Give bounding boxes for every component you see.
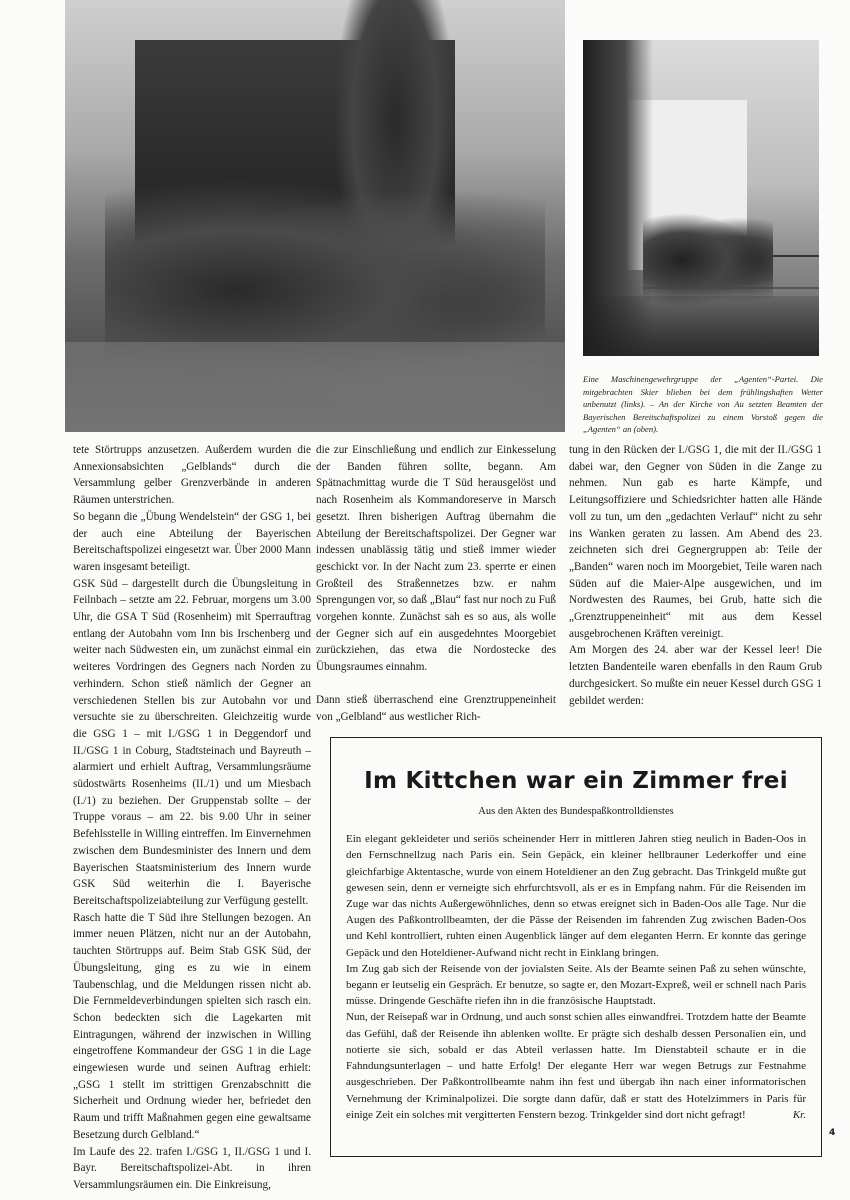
paragraph: Am Morgen des 24. aber war der Kessel leer! Die letzten Bandenteile waren ebenfalls in den Raum Grub durchgesickert. So mußte ein neuer Kessel durch GSG 1 gebildet werden: [569, 644, 822, 707]
shadow-shape [583, 296, 819, 356]
paragraph: GSK Süd – dargestellt durch die Übungsleitung in Feilnbach – setzte am 22. Februar, morgens um 3.00 Uhr, die GSA T Süd (Rosenheim) mit Sperrauftrag entlang der Autobahn vom Inn bis Irschenberg und weiter nach Südwesten ein, um zunächst einmal ein weiteres Vordringen des Gegners nach Norden zu verhindern. Schon stieß nämlich der Gegner an verschiedenen Stellen bis zur Autobahn vor und versuchte sie zu überschreiten. Gleichzeitig wurde die GSG 1 – mit I./GSG 1 in Deggendorf und II./GSG 1 in Coburg, Stadtsteinach und Bayreuth – alarmiert und erhielt Auftrag, Versammlungsräume südostwärts Rosenheims (II./1) und um Miesbach (I./1) zu beziehen. Der Gruppenstab sollte – der Truppe voraus – am 22. bis 9.00 Uhr in seiner Befehlsstelle in Willing eintreffen. Im Einvernehmen zwischen dem Bundesminister des Innern und dem Bayerischen Staatsministerium des Innern wurde GSK Süd weiterhin die I. Bayerische Bereitschaftspolizeiabteilung zur Verfügung gestellt. [73, 577, 311, 907]
paragraph: Rasch hatte die T Süd ihre Stellungen bezogen. An immer neuen Plätzen, nicht nur an der Autobahn, tauchten Störtrupps auf. Beim Stab GSK Süd, der Übungsleitung, ging es zu wie in einem Taubenschlag, und die Meldungen rissen nicht ab. Die Fernmeldeverbindungen spielten sich rasch ein. Schon bedeckten sich die Lagekarten mit Eintragungen, während der inzwischen in Willing eingetroffene Kommandeur der GSG 1 in die Lage eingewiesen wurde und seinen Auftrag erhielt: „GSG 1 stellt im strittigen Grenzabschnitt die Sicherheit und Ordnung wieder her, befriedet den Raum und trifft Maßnahmen gegen eine gewaltsame Besetzung durch Gelbland.“ [73, 911, 311, 1141]
text-column-1 [73, 442, 311, 1194]
text-columns-2-3 [316, 442, 822, 725]
paragraph: Ein elegant gekleideter und seriös scheinender Herr in mittleren Jahren stieg neulich in Baden-Oos in den Fernschnellzug nach Paris ein. Sein Gepäck, ein kleiner hellbrauner Lederkoffer und eine gleichfarbige Aktentasche, wurde von einem Hoteldiener an den Zug gebracht. Das Trinkgeld mußte gut gewesen sein, denn er verneigte sich ehrfurchtsvoll, als er es in Empfang nahm. Für die Reisenden im Zuge war das nichts Außergewöhnliches, denn so etwas ereignet sich in Baden-Oos alle Tage. Nur die Augen des Paßkontrollbeamten, der die Pässe der Reisenden im fahrenden Zug zwischen Baden-Oos und Kehl kontrolliert, ruhten einen Augenblick länger auf dem eleganten Herrn. Er konnte das geringe Gepäck und den Hoteldiener-Aufwand nicht recht in Einklang bringen. [346, 833, 806, 959]
paragraph: Dann stieß überraschend eine Grenztruppeneinheit von „Gelbland“ aus westlicher Rich- [316, 693, 556, 723]
paragraph: die zur Einschließung und endlich zur Einkesselung der Banden führen sollte, begann. Am Spätnachmittag wurde die T Süd herausgelöst und nach Rosenheim als Kommandoreserve in Marsch gesetzt. Ihren bisherigen Auftrag übernahm die Abteilung der Bereitschaftspolizei. Der Gegner war indessen unablässig tätig und stieß immer wieder geschickt vor. In der Nacht zum 23. sperrte er einen Großteil des Straßennetzes bzw. er nahm Sprengungen vor, so daß „Blau“ fast nur noch zu Fuß vorgehen konnte. Zunächst sah es so aus, als wolle der Gegner sich auf ein ausgedehntes Moorgebiet zurückziehen, das etwa die Nordostecke des Übungsraumes einnahm. [316, 444, 556, 674]
paragraph-text: Nun, der Reisepaß war in Ordnung, und auch sonst schien alles einwandfrei. Trotzdem hatte der Beamte das Gefühl, daß der Reisende ihn ablenken wollte. Er prägte sich deshalb dessen Personalien ein, und notierte sie sich, sobald er das Abteil verlassen hatte. Im Dienstabteil schaute er in die Fahndungsunterlagen – und hatte Erfolg! Der elegante Herr war wegen Betrugs zur Festnahme ausgeschrieben. Der Paßkontrollbeamte nahm ihn fest und übergab ihn nach einer informatorischen Vernehmung der Kriminalpolizei. Die sorgte dann dafür, daß er statt des Hotelzimmers in Paris für einige Zeit ein solches mit vergitterten Fenstern bezog. Trinkgelder sind dort nicht gefragt! [346, 1011, 806, 1121]
photo-soldiers-machine-gun [65, 0, 565, 432]
text-column-2 [316, 442, 556, 725]
right-text-area [316, 442, 822, 1157]
text-column-3 [569, 442, 822, 725]
paragraph: tete Störtrupps anzusetzen. Außerdem wurden die Annexionsabsichten „Gelblands“ durch die Versammlung gelber Grenzverbände in anderen Räumen unterstrichen. [73, 444, 311, 507]
ground-shape [65, 342, 565, 432]
boxed-article [330, 737, 822, 1157]
article-body [346, 831, 806, 1123]
photo-caption: Eine Maschinengewehrgruppe der „Agenten“-Partei. Die mitgebrachten Skier blieben bei dem frühlingshaften Wetter unbenutzt (links). – An der Kirche von Au setzten Beamten der Bayerischen Bereitschaftspolizei zu einem Vorstoß gegen die „Agenten“ an (oben). [583, 374, 823, 435]
paragraph: tung in den Rücken der I./GSG 1, die mit der II./GSG 1 dabei war, den Gegner von Süden in die Zange zu nehmen. Nun gab es harte Kämpfe, und Leitungsoffiziere und Schiedsrichter hatten alle Hände voll zu tun, um den „gedachten Verlauf“ nicht zu sehr ins Wanken geraten zu lassen. Am Abend des 23. zeichneten sich drei Gegnergruppen ab: Teile der „Banden“ waren noch im Moorgebiet, Teile waren nach Süden auf die Maier-Alpe ausgewichen, und im Nordwesten des Raumes, bei Grub, hatte sich die „Grenztruppeneinheit“ mit aus dem Kessel ausgebrochenen Kräften vereinigt. [569, 444, 822, 640]
paragraph [346, 1009, 806, 1122]
page-number: 4 [829, 1128, 836, 1138]
author-signature: Kr. [792, 1108, 806, 1121]
paragraph: Im Zug gab sich der Reisende von der jovialsten Seite. Als der Beamte seinen Paß zu sehen wünschte, begann er leutselig ein Gespräch. Er benutze, so sagte er, den Mozart-Expreß, weil er schnell nach Paris müsse. Dringende Geschäfte riefen ihn in die französische Hauptstadt. [346, 962, 806, 1008]
article-title: Im Kittchen war ein Zimmer frei [364, 768, 788, 795]
paragraph: So begann die „Übung Wendelstein“ der GSG 1, bei der auch eine Abteilung der Bayerischen Bereitschaftspolizei eingesetzt war. Über 2000 Mann waren insgesamt beteiligt. [73, 510, 311, 573]
article-subtitle: Aus den Akten des Bundespaßkontrolldienstes [478, 806, 674, 818]
paragraph: Im Laufe des 22. trafen I./GSG 1, II./GSG 1 und I. Bayr. Bereitschaftspolizei-Abt. in ihren Versammlungsräumen ein. Die Einkreisung, [73, 1145, 311, 1191]
photo-church-police [583, 40, 819, 356]
